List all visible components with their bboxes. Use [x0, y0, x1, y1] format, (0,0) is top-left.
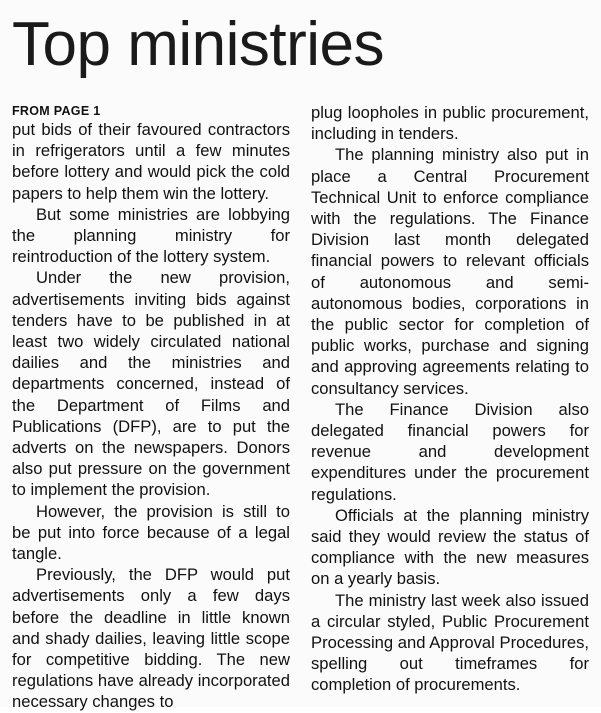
left-column: [12, 102, 290, 713]
paragraph: But some ministries are lobbying the planning ministry for reintroduction of the lottery system.: [12, 204, 290, 267]
paragraph: The Finance Division also delegated financial powers for revenue and development expenditures under the procurement regulations.: [311, 399, 589, 504]
paragraph: Previously, the DFP would put advertisements only a few days before the deadline in little known and shady dailies, leaving little scope for competitive bidding. The new regulations have already incorporated necessary changes to: [12, 565, 290, 712]
paragraph-continuation: plug loopholes in public procurement, including in tenders.: [311, 103, 589, 144]
paragraph: The planning ministry also put in place a Central Procurement Technical Unit to enforce compliance with the regulations. The Finance Division last month delegated financial powers to relevant officials of autonomous and semi-autonomous bodies, corporations in the public sector for completion of public works, purchase and signing and approving agreements relating to consultancy services.: [311, 145, 589, 398]
paragraph: put bids of their favoured contractors in refrigerators until a few minutes before lottery and would pick the cold papers to help them win the lottery.: [12, 120, 290, 203]
right-column: [311, 102, 589, 696]
paragraph: Under the new provision, advertisements inviting bids against tenders have to be published in at least two widely circulated national dailies and the ministries and departments concerned, instead of the Department of Films and Publications (DFP), are to put the adverts on the newspapers. Donors also put pressure on the government to implement the provision.: [12, 268, 290, 500]
headline: Top ministries: [12, 10, 384, 79]
paragraph: However, the provision is still to be put into force because of a legal tangle.: [12, 501, 290, 564]
kicker-from-page-1: FROM PAGE 1: [12, 104, 101, 118]
paragraph: Officials at the planning ministry said they would review the status of compliance with the new measures on a yearly basis.: [311, 505, 589, 589]
paragraph: The ministry last week also issued a circular styled, Public Procurement Processing and Approval Procedures, spelling out timeframes for completion of procurements.: [311, 590, 589, 695]
